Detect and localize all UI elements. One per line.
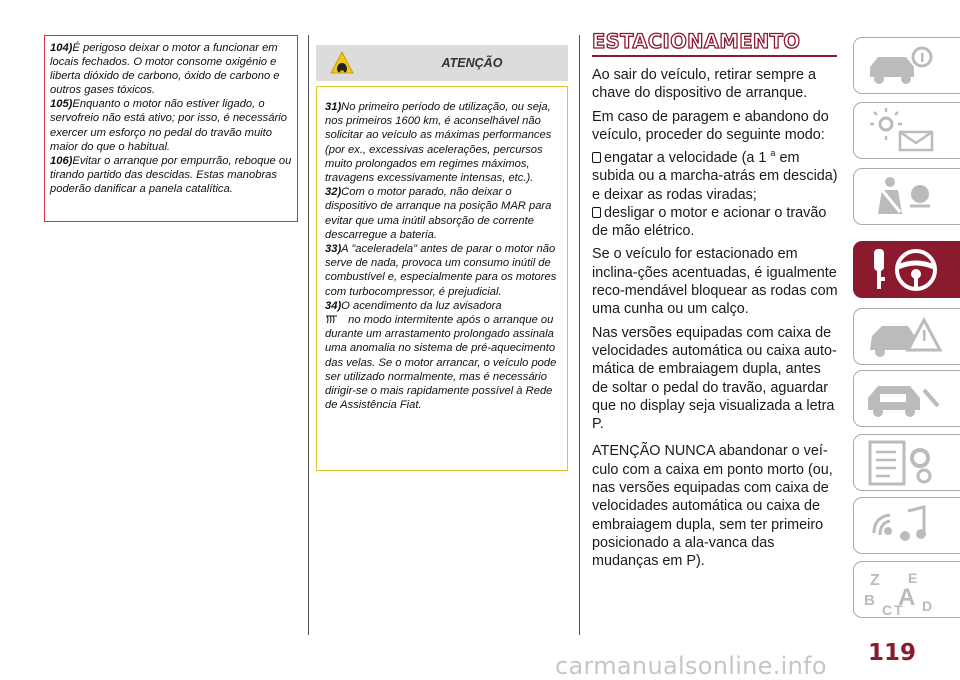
section-title: ESTACIONAMENTO [592, 30, 801, 53]
note-104: 104)É perigoso deixar o motor a funcionar em locais fechados. O motor consome oxigénio e liberta dióxido de carbono, óxido de carbono e outros gases tóxicos. [50, 42, 280, 97]
tab-emergency[interactable] [853, 308, 960, 365]
svg-text:Z: Z [870, 572, 880, 589]
paragraph: ATENÇÃO NUNCA abandonar o veí-culo com a caixa em ponto morto (ou, nas versões equipadas com caixa de velocidades automática ou caixa de embraiagem dupla, sem ter primeiro posicionado a ala-vanca das mudanças em P). [592, 443, 833, 570]
tab-starting-driving[interactable] [853, 241, 960, 298]
checkbox-bullet-icon [592, 207, 601, 218]
checkbox-bullet-icon [592, 152, 601, 163]
column-divider [579, 35, 580, 635]
attention-header [316, 45, 568, 81]
tab-dashboard-lights[interactable] [853, 102, 960, 159]
paragraph: Se o veículo for estacionado em inclina-ções acentuadas, é igualmente reco-mendável bloquear as rodas com uma cunha ou um calço. [592, 246, 838, 318]
tab-car-info[interactable] [853, 37, 960, 94]
multimedia-icon [864, 503, 944, 549]
svg-text:D: D [922, 598, 933, 614]
svg-text:B: B [864, 592, 875, 609]
attention-box [316, 86, 568, 471]
tab-seatbelt-airbag[interactable] [853, 168, 960, 225]
note-32: 32)Com o motor parado, não deixar o dispositivo de arranque na posição MAR para evitar que uma inútil absorção de corrente descarregue a bateria. [325, 186, 552, 241]
watermark: carmanualsonline.info [555, 652, 827, 680]
specifications-gears-icon [864, 440, 944, 486]
paragraph: Ao sair do veículo, retirar sempre a chave do dispositivo de arranque. [592, 67, 816, 102]
seatbelt-airbag-icon [864, 174, 944, 220]
svg-text:C: C [882, 602, 893, 617]
bullet-item: engatar a velocidade (a 1 $^a$ em subida ou a marcha-atrás em descida) e deixar as rodas viradas; [592, 148, 838, 203]
column-divider [308, 35, 309, 635]
note-34: 34)O acendimento da luz avisadora no modo intermitente após o arranque ou durante um arrastamento prolongado assinala uma anomalia no sistema de pré-aquecimento das velas. Se o motor arrancar, o veículo pode ser utilizado normalmente, mas é necessário dirigir-se o mais rapidamente possível à Rede de Assistência Fiat. [325, 299, 557, 412]
tab-car-service[interactable] [853, 370, 960, 427]
tab-alphabetical-index[interactable] [853, 561, 960, 618]
paragraph: Nas versões equipadas com caixa de velocidades automática ou caixa auto-mática de embraiagem dupla, antes de soltar o pedal do travão, aguardar que no display seja visualizada a letra P. [592, 324, 837, 433]
title-underline [592, 55, 837, 57]
car-service-icon [864, 376, 944, 422]
note-33: 33)A "aceleradela" antes de parar o motor não serve de nada, provoca um consumo inútil de combustível e, especialmente para os motores com turbocompressor, é prejudicial. [325, 243, 557, 298]
warning-triangle-icon [330, 51, 354, 75]
tab-multimedia[interactable] [853, 497, 960, 554]
dashboard-lights-icon [864, 108, 944, 154]
note-105: 105)Enquanto o motor não estiver ligado, o servofreio não está ativo; por isso, é necessário exercer um esforço no pedal do travão muito maior do que o habitual. [50, 98, 287, 153]
svg-text:T: T [894, 602, 903, 617]
note-31: 31)No primeiro período de utilização, ou seja, nos primeiros 1600 km, é aconselhável não solicitar ao veículo as máximas performances (por ex., excessivas acelerações, percursos muito prolongados em regimes máximos, travagens excessivamente intensas, etc.). [325, 101, 552, 185]
bullet-item: desligar o motor e acionar o travão de mão elétrico. [592, 204, 827, 240]
note-106: 106)Evitar o arranque por empurrão, reboque ou tirando partido das descidas. Estas manobras poderão danificar a panela catalítica. [50, 154, 292, 195]
warning-car-icon [864, 314, 944, 360]
glow-plug-icon [325, 314, 345, 324]
car-info-icon [864, 43, 944, 89]
page-number: 119 [868, 640, 917, 666]
parking-section [592, 30, 840, 576]
notes-box [44, 35, 298, 222]
alphabetical-index-icon [864, 567, 944, 617]
attention-title: ATENÇÃO [441, 56, 503, 70]
svg-text:E: E [908, 570, 918, 586]
tab-specifications[interactable] [853, 434, 960, 491]
paragraph: Em caso de paragem e abandono do veículo, proceder do seguinte modo: [592, 108, 829, 143]
key-steering-wheel-icon [864, 247, 944, 293]
svg-text:A: A [898, 584, 916, 611]
